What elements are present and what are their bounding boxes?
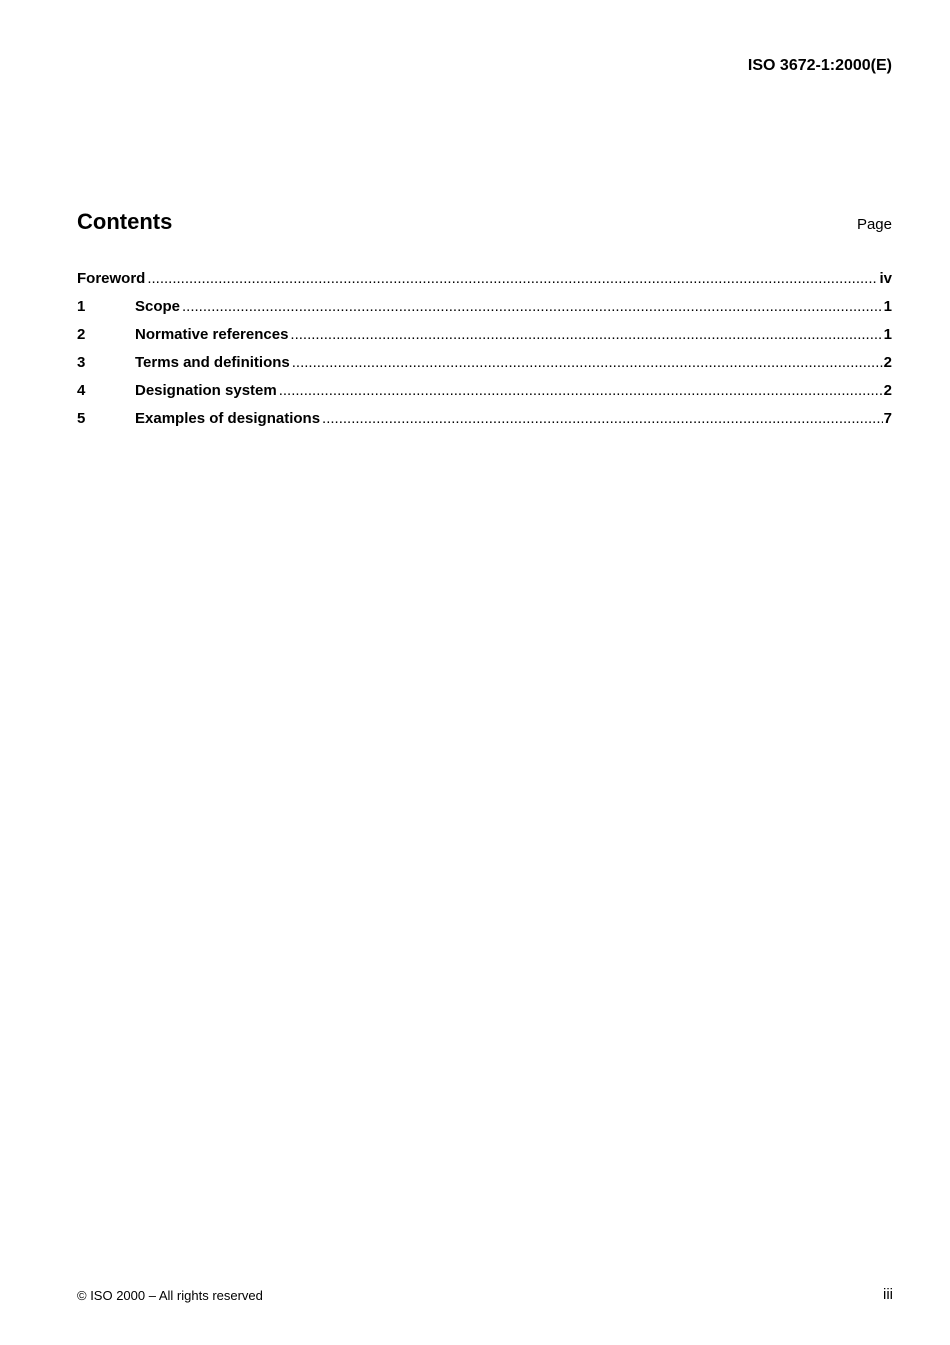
toc-entry-normative-references[interactable] bbox=[77, 325, 892, 353]
toc-entry-title: Foreword bbox=[77, 270, 146, 287]
toc-entry-number: 2 bbox=[77, 326, 86, 343]
toc-entry-page: iv bbox=[879, 270, 892, 287]
toc-entry-terms-and-definitions[interactable] bbox=[77, 353, 892, 381]
toc-entry-number: 1 bbox=[77, 298, 86, 315]
toc-entry-page: 2 bbox=[883, 354, 892, 371]
toc-entry-page: 7 bbox=[883, 410, 892, 427]
dot-leader bbox=[322, 409, 883, 429]
toc-entry-scope[interactable] bbox=[77, 297, 892, 325]
toc-entry-number: 4 bbox=[77, 382, 86, 399]
footer-page-number: iii bbox=[883, 1286, 893, 1303]
dot-leader bbox=[290, 325, 882, 345]
dot-leader bbox=[292, 353, 883, 373]
contents-title: Contents bbox=[77, 209, 173, 234]
dot-leader bbox=[279, 381, 883, 401]
toc-entry-number: 5 bbox=[77, 410, 86, 427]
toc-entry-title: Examples of designations bbox=[135, 410, 321, 427]
toc-entry-page: 1 bbox=[883, 326, 892, 343]
toc-entry-examples-of-designations[interactable] bbox=[77, 409, 892, 437]
toc-entry-page: 1 bbox=[883, 298, 892, 315]
table-of-contents bbox=[77, 269, 892, 437]
toc-entry-title: Scope bbox=[135, 298, 181, 315]
document-id: ISO 3672-1:2000(E) bbox=[747, 57, 892, 74]
toc-entry-foreword[interactable] bbox=[77, 269, 892, 297]
toc-entry-title: Designation system bbox=[135, 382, 277, 399]
dot-leader bbox=[147, 269, 878, 289]
toc-entry-page: 2 bbox=[883, 382, 892, 399]
contents-header bbox=[77, 208, 892, 240]
toc-entry-designation-system[interactable] bbox=[77, 381, 892, 409]
dot-leader bbox=[182, 297, 883, 317]
footer-copyright: © ISO 2000 – All rights reserved bbox=[77, 1288, 263, 1303]
page-column-label: Page bbox=[856, 216, 892, 233]
toc-entry-number: 3 bbox=[77, 354, 86, 371]
toc-entry-title: Normative references bbox=[135, 326, 289, 343]
toc-entry-title: Terms and definitions bbox=[135, 354, 290, 371]
